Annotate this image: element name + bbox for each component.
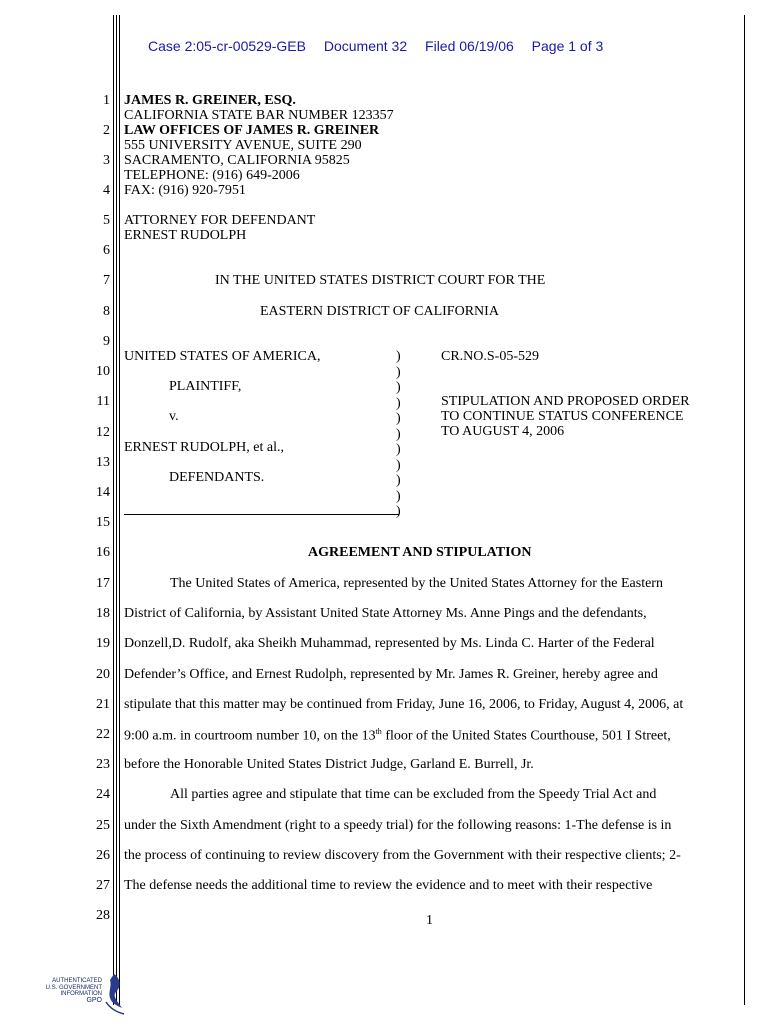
court-title-line-2: EASTERN DISTRICT OF CALIFORNIA xyxy=(260,304,499,319)
body-line: District of California, by Assistant United State Attorney Ms. Anne Pings and the defendants, xyxy=(124,606,647,621)
body-line: Defender’s Office, and Ernest Rudolph, represented by Mr. James R. Greiner, hereby agree and xyxy=(124,667,658,682)
law-firm-name: LAW OFFICES OF JAMES R. GREINER xyxy=(124,123,380,138)
line-number: 4 xyxy=(103,183,110,198)
body-line: under the Sixth Amendment (right to a speedy trial) for the following reasons: 1-The defense is in xyxy=(124,818,672,833)
body-line: Donzell,D. Rudolf, aka Sheikh Muhammad, represented by Ms. Linda C. Harter of the Federal xyxy=(124,636,655,651)
seal-line: AUTHENTICATED xyxy=(52,978,102,984)
case-number: Case 2:05-cr-00529-GEB xyxy=(148,38,306,54)
body-line-part: 9:00 a.m. in courtroom number 10, on the 13 xyxy=(124,728,376,744)
court-title-line-1: IN THE UNITED STATES DISTRICT COURT FOR THE xyxy=(215,273,546,288)
line-number: 10 xyxy=(96,364,110,379)
line-number: 18 xyxy=(96,606,110,621)
body-line: before the Honorable United States District Judge, Garland E. Burrell, Jr. xyxy=(124,757,534,772)
body-line: stipulate that this matter may be continued from Friday, June 16, 2006, to Friday, August 4, 2006, at xyxy=(124,697,684,712)
line-number: 11 xyxy=(96,394,110,409)
line-number: 15 xyxy=(96,515,110,530)
left-margin-rule xyxy=(113,15,114,1005)
defendant-label: DEFENDANTS. xyxy=(169,470,265,485)
line-number: 17 xyxy=(96,576,110,591)
line-number: 7 xyxy=(103,273,110,288)
plaintiff-label: PLAINTIFF, xyxy=(169,379,242,394)
filed-date: Filed 06/19/06 xyxy=(425,38,514,54)
line-number: 26 xyxy=(96,848,110,863)
seal-line: GPO xyxy=(86,996,102,1004)
line-number: 16 xyxy=(96,545,110,560)
left-margin-rule-inner2 xyxy=(119,15,120,1005)
fax: FAX: (916) 920-7951 xyxy=(124,183,246,198)
line-number: 21 xyxy=(96,697,110,712)
address-line-1: 555 UNIVERSITY AVENUE, SUITE 290 xyxy=(124,138,362,153)
attorney-role: ATTORNEY FOR DEFENDANT xyxy=(124,213,316,228)
line-number: 3 xyxy=(103,153,110,168)
body-line: The defense needs the additional time to review the evidence and to meet with their respective xyxy=(124,878,653,893)
plaintiff-name: UNITED STATES OF AMERICA, xyxy=(124,349,321,364)
body-line-part: floor of the United States Courthouse, 501 I Street, xyxy=(381,728,671,744)
body-line xyxy=(124,727,671,745)
section-heading: AGREEMENT AND STIPULATION xyxy=(308,545,532,560)
right-margin-rule xyxy=(744,15,745,1005)
body-line: All parties agree and stipulate that time can be excluded from the Speedy Trial Act and xyxy=(170,787,657,802)
line-number: 9 xyxy=(103,334,110,349)
page-indicator: Page 1 of 3 xyxy=(531,38,604,54)
left-margin-rule-inner xyxy=(116,15,117,1005)
body-line: The United States of America, represented by the United States Attorney for the Eastern xyxy=(170,576,663,591)
line-number: 20 xyxy=(96,667,110,682)
caption-underline xyxy=(124,514,399,515)
line-number: 25 xyxy=(96,818,110,833)
line-number: 8 xyxy=(103,304,110,319)
attorney-bar-number: CALIFORNIA STATE BAR NUMBER 123357 xyxy=(124,108,394,123)
document-number: Document 32 xyxy=(323,38,408,54)
case-number-caption: CR.NO.S-05-529 xyxy=(441,349,540,364)
line-number: 28 xyxy=(96,908,110,923)
ordinal-superscript: th xyxy=(375,727,382,736)
line-number: 6 xyxy=(103,243,110,258)
line-number: 19 xyxy=(96,636,110,651)
line-number: 12 xyxy=(96,425,110,440)
gpo-authentication-seal xyxy=(40,972,140,1018)
attorney-name: JAMES R. GREINER, ESQ. xyxy=(124,93,296,108)
line-number: 22 xyxy=(96,727,110,742)
line-number: 2 xyxy=(103,123,110,138)
eagle-icon xyxy=(100,972,130,1016)
line-number: 5 xyxy=(103,213,110,228)
seal-line: INFORMATION xyxy=(60,991,102,997)
line-number: 1 xyxy=(103,93,110,108)
line-number: 13 xyxy=(96,455,110,470)
page-number: 1 xyxy=(426,913,433,928)
line-number: 14 xyxy=(96,485,110,500)
defendant-name: ERNEST RUDOLPH, et al., xyxy=(124,440,284,455)
body-line: the process of continuing to review discovery from the Government with their respective clients; 2- xyxy=(124,848,681,863)
caption-parentheses: ) ) ) ) ) ) ) ) ) ) ) xyxy=(396,349,401,519)
case-header xyxy=(148,38,617,54)
line-number: 24 xyxy=(96,787,110,802)
versus: v. xyxy=(169,409,179,424)
telephone: TELEPHONE: (916) 649-2006 xyxy=(124,168,300,183)
line-number: 23 xyxy=(96,757,110,772)
client-name: ERNEST RUDOLPH xyxy=(124,228,247,243)
document-title-line-2: TO CONTINUE STATUS CONFERENCE xyxy=(441,409,684,424)
line-number: 27 xyxy=(96,878,110,893)
seal-text xyxy=(40,978,102,1004)
document-title-line-3: TO AUGUST 4, 2006 xyxy=(441,424,565,439)
document-title-line-1: STIPULATION AND PROPOSED ORDER xyxy=(441,394,690,409)
address-line-2: SACRAMENTO, CALIFORNIA 95825 xyxy=(124,153,350,168)
seal-line: U.S. GOVERNMENT xyxy=(45,984,102,991)
